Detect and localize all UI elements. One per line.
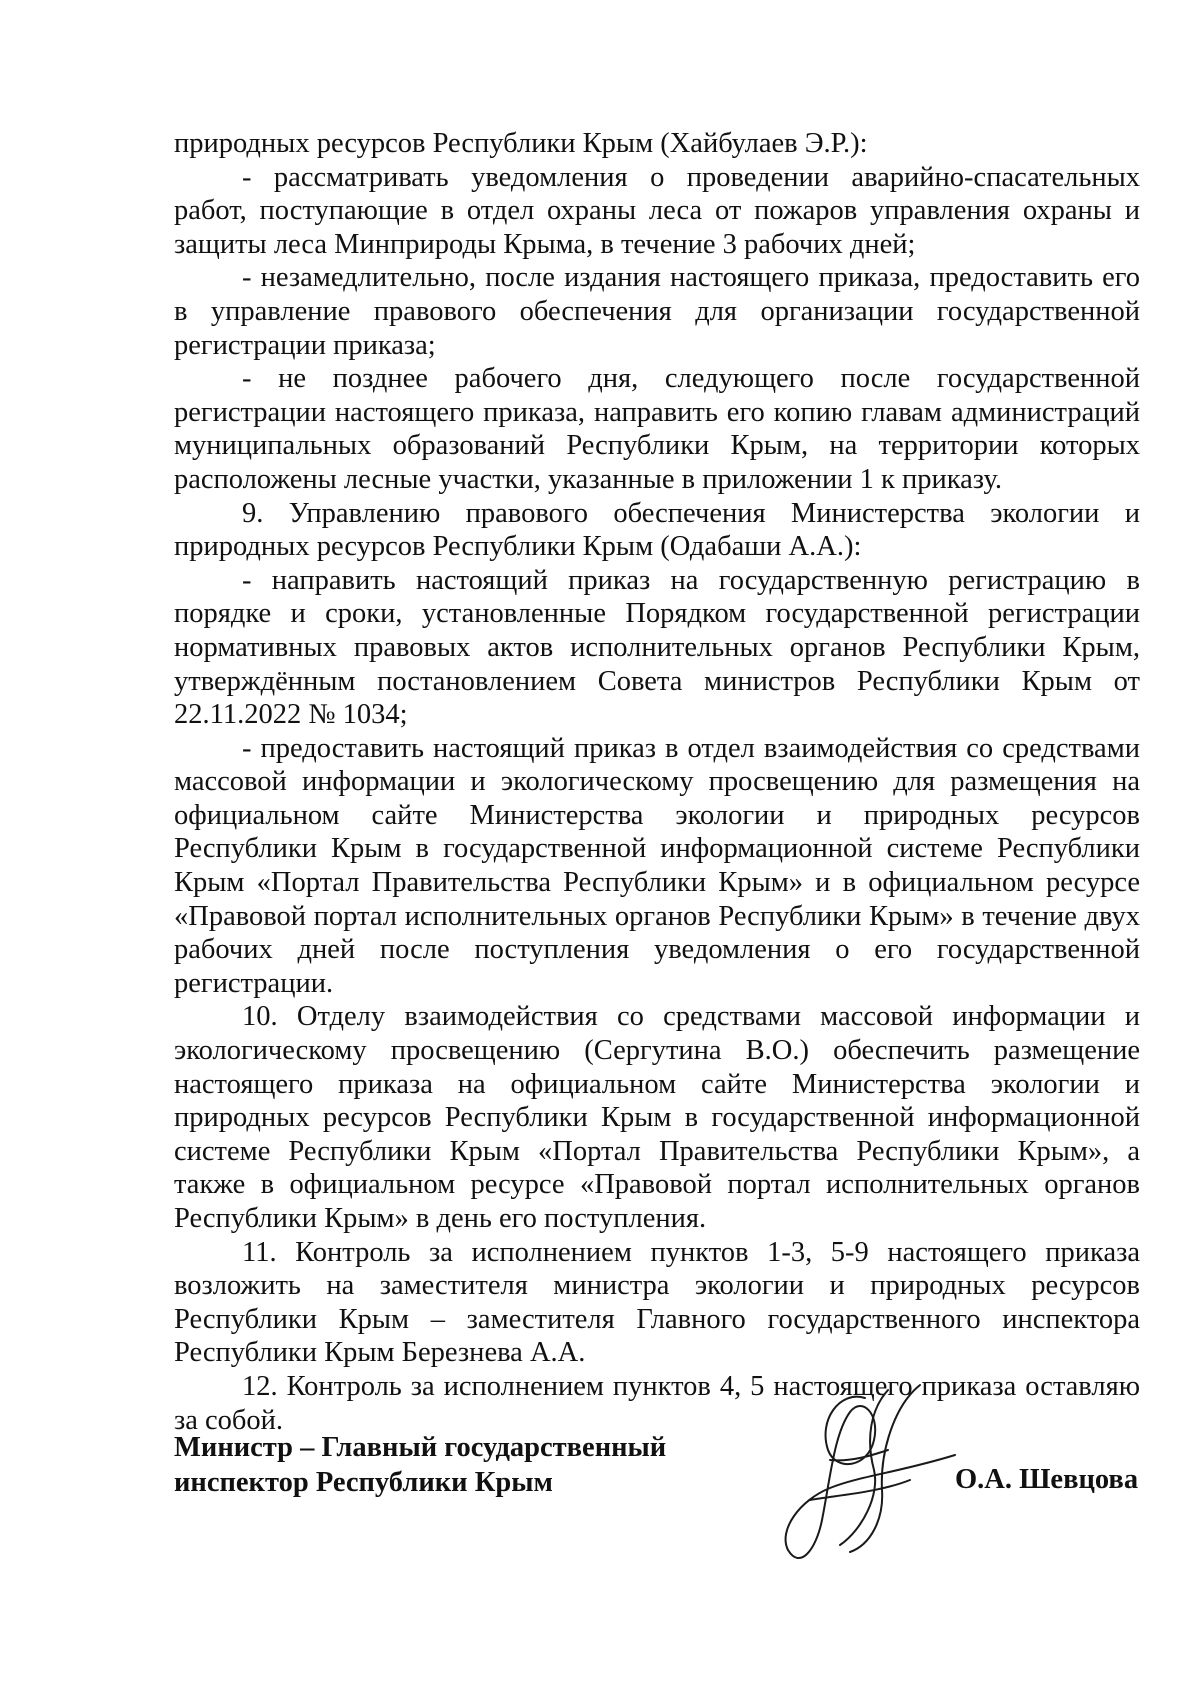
handwritten-signature [770, 1380, 960, 1580]
paragraph-send-copy: - не позднее рабочего дня, следующего после государственной регистрации настоящего приказа, направить его копию главам администраций муниципальных образований Республики Крым, на территории которых расположены лесные участки, указанные в приложении 1 к приказу. [174, 363, 1140, 495]
paragraph-continuation: природных ресурсов Республики Крым (Хайбулаев Э.Р.): [174, 128, 868, 159]
paragraph-item-12: 12. Контроль за исполнением пунктов 4, 5 настоящего приказа оставляю за собой. [174, 1370, 1140, 1436]
paragraph-provide-to-media: - предоставить настоящий приказ в отдел взаимодействия со средствами массовой информации и экологическому просвещению для размещения на официальном сайте Министерства экологии и природных ресурсов Республики Крым в государственной информационной системе Республики Крым «Портал Правительства Республики Крым» и в официальном ресурсе «Правовой портал исполнительных органов Республики Крым» в течение двух рабочих дней после поступления уведомления о его государственной регистрации. [174, 732, 1140, 999]
signatory-position-line-1: Министр – Главный государственный [174, 1432, 667, 1463]
paragraph-item-11: 11. Контроль за исполнением пунктов 1-3, 5-9 настоящего приказа возложить на заместителя министра экологии и природных ресурсов Республики Крым – заместителя Главного государственного инспектора Республики Крым Березнева А.А. [174, 1236, 1140, 1369]
paragraph-state-registration: - направить настоящий приказ на государственную регистрацию в порядке и сроки, установленные Порядком государственной регистрации нормативных правовых актов исполнительных органов Республики Крым, утверждённым постановлением Совета министров Республики Крым от 22.11.2022 № 1034; [174, 564, 1140, 731]
signatory-name: О.А. Шевцова [955, 1464, 1139, 1495]
paragraph-item-10: 10. Отделу взаимодействия со средствами массовой информации и экологическому просвещению (Сергутина В.О.) обеспечить размещение настоящего приказа на официальном сайте Министерства экологии и природных ресурсов Республики Крым в государственной информационной системе Республики Крым «Портал Правительства Республики Крым», а также в официальном ресурсе «Правовой портал исполнительных органов Республики Крым» в день его поступления. [174, 1001, 1140, 1234]
signatory-position [174, 1430, 666, 1500]
paragraph-item-9: 9. Управлению правового обеспечения Министерства экологии и природных ресурсов Республики Крым (Одабаши А.А.): [174, 497, 1140, 563]
document-body [174, 127, 1140, 1437]
paragraph-submit-to-legal: - незамедлительно, после издания настоящего приказа, предоставить его в управление правового обеспечения для организации государственной регистрации приказа; [174, 262, 1140, 361]
signatory-position-line-2: инспектор Республики Крым [174, 1467, 553, 1498]
paragraph-review-notices: - рассматривать уведомления о проведении аварийно-спасательных работ, поступающие в отдел охраны леса от пожаров управления охраны и защиты леса Минприроды Крыма, в течение 3 рабочих дней; [174, 161, 1140, 260]
